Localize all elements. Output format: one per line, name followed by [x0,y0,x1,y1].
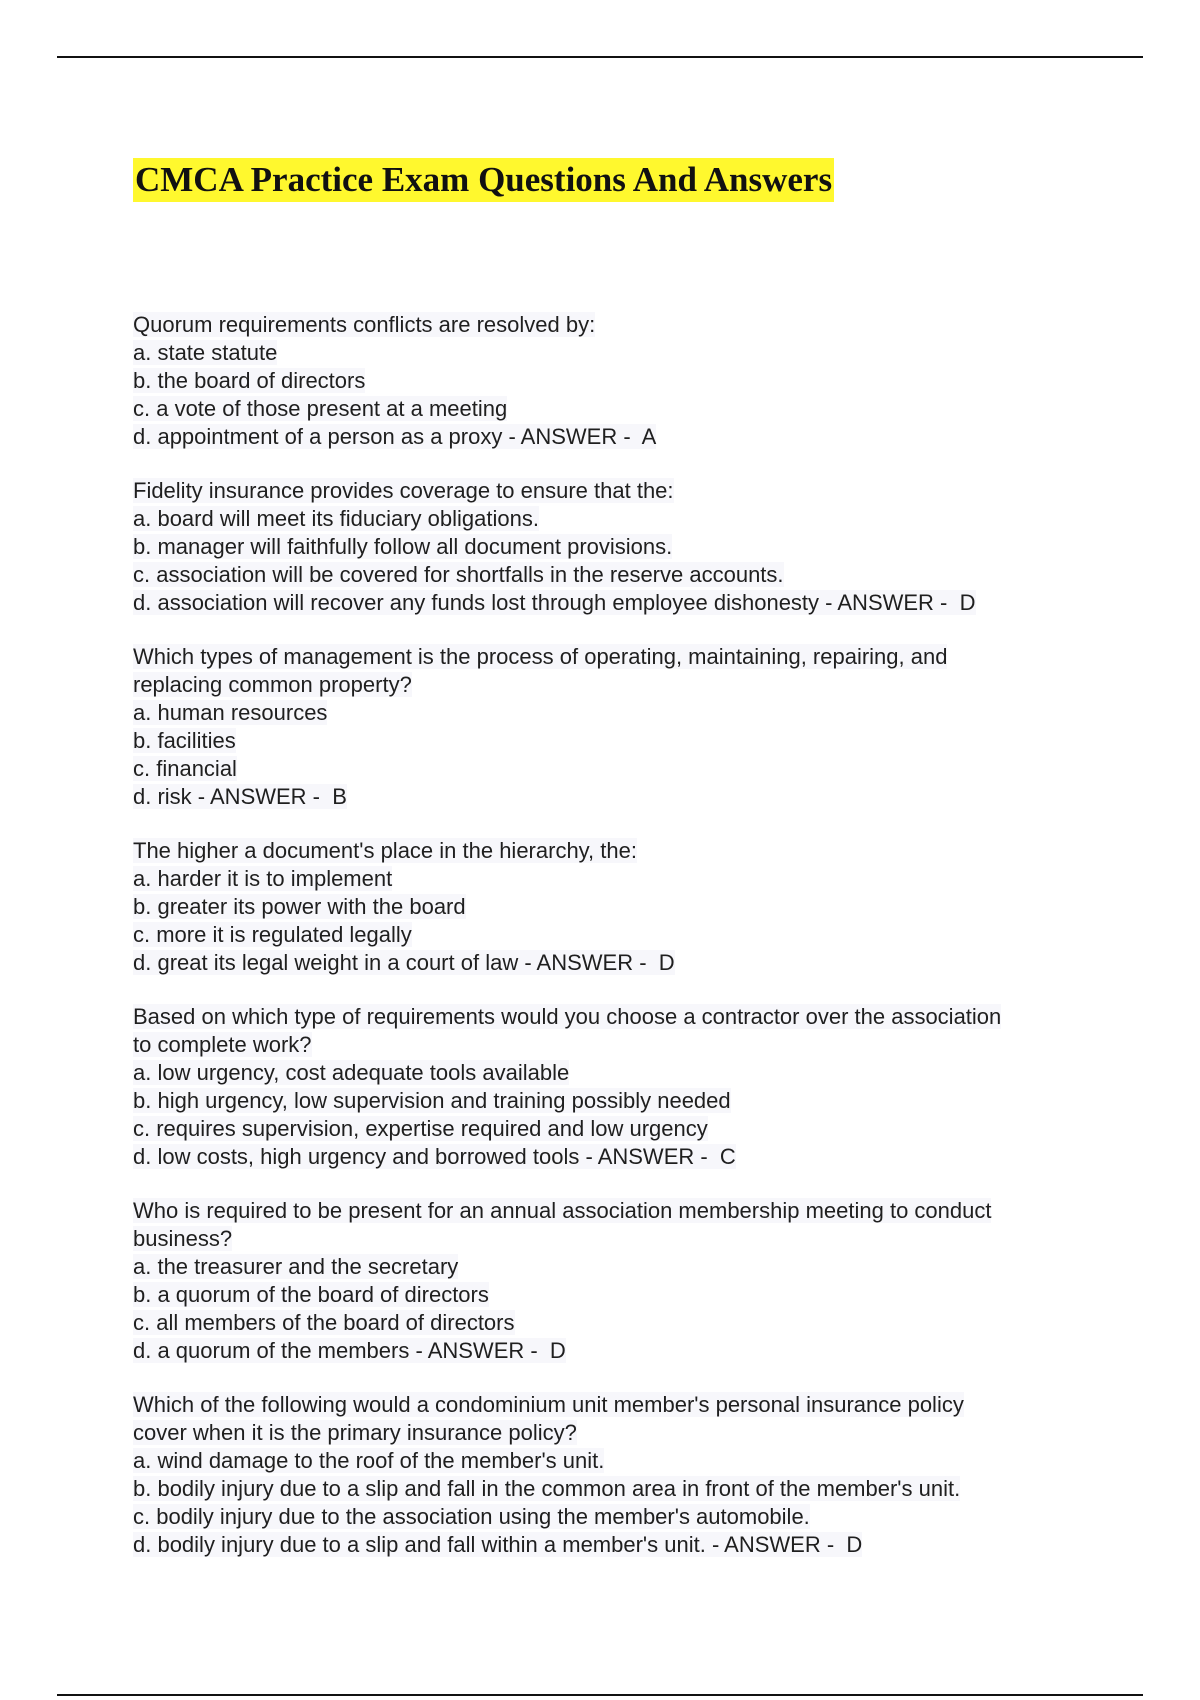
answer-option [133,699,1093,727]
question-text-content: The higher a document's place in the hierarchy, the: [133,838,637,863]
answer-option [133,1309,1093,1337]
answer-option [133,893,1093,921]
top-divider [57,56,1143,58]
answer-option [133,783,1093,811]
answer-option [133,921,1093,949]
question-text-content: Based on which type of requirements would you choose a contractor over the association [133,1004,1002,1029]
answer-option [133,1531,1093,1559]
answer-option-text: d. bodily injury due to a slip and fall within a member's unit. - ANSWER - D [133,1532,863,1557]
answer-option [133,367,1093,395]
answer-option-text: c. bodily injury due to the association using the member's automobile. [133,1504,810,1529]
answer-option [133,423,1093,451]
question-text [133,643,1093,671]
answer-option [133,1253,1093,1281]
answer-option-text: a. state statute [133,340,278,365]
question-text-content: Which types of management is the process of operating, maintaining, repairing, and [133,644,948,669]
answer-option [133,1115,1093,1143]
answer-option [133,949,1093,977]
answer-option-text: a. wind damage to the roof of the member's unit. [133,1448,605,1473]
question-block [133,1003,1093,1171]
question-block [133,1391,1093,1559]
question-text-content: Which of the following would a condominium unit member's personal insurance policy [133,1392,964,1417]
answer-option-text: d. low costs, high urgency and borrowed tools - ANSWER - C [133,1144,736,1169]
answer-option-text: d. association will recover any funds lost through employee dishonesty - ANSWER - D [133,590,976,615]
title-container [133,158,834,202]
answer-option-text: b. a quorum of the board of directors [133,1282,489,1307]
answer-option [133,589,1093,617]
answer-option-text: a. the treasurer and the secretary [133,1254,459,1279]
question-text [133,1003,1093,1031]
question-block [133,477,1093,617]
answer-option-text: b. the board of directors [133,368,366,393]
answer-option-text: b. facilities [133,728,236,753]
answer-option [133,865,1093,893]
answer-option-text: c. financial [133,756,237,781]
answer-option-text: b. high urgency, low supervision and training possibly needed [133,1088,731,1113]
question-text [133,477,1093,505]
answer-option [133,339,1093,367]
answer-option-text: b. greater its power with the board [133,894,466,919]
answer-option-text: to complete work? [133,1032,312,1057]
answer-option [133,1475,1093,1503]
answer-option [133,1337,1093,1365]
question-text-content: Quorum requirements conflicts are resolved by: [133,312,596,337]
answer-option-text: c. requires supervision, expertise required and low urgency [133,1116,708,1141]
answer-option-text: d. risk - ANSWER - B [133,784,347,809]
answer-option [133,395,1093,423]
answer-option-text: c. all members of the board of directors [133,1310,515,1335]
answer-option [133,533,1093,561]
answer-option-text: c. more it is regulated legally [133,922,412,947]
answer-option-text: a. low urgency, cost adequate tools available [133,1060,570,1085]
answer-option-text: c. a vote of those present at a meeting [133,396,508,421]
question-text-content: Who is required to be present for an annual association membership meeting to conduct [133,1198,992,1223]
answer-option [133,1447,1093,1475]
answer-option-text: d. a quorum of the members - ANSWER - D [133,1338,566,1363]
question-list [133,311,1093,1585]
answer-option-text: cover when it is the primary insurance policy? [133,1420,577,1445]
bottom-divider [57,1694,1143,1696]
answer-option [133,1503,1093,1531]
question-text [133,837,1093,865]
answer-option-text: a. harder it is to implement [133,866,393,891]
answer-option-text: d. great its legal weight in a court of law - ANSWER - D [133,950,675,975]
question-block [133,311,1093,451]
question-block [133,643,1093,811]
answer-option [133,505,1093,533]
answer-option-text: b. manager will faithfully follow all document provisions. [133,534,673,559]
answer-option [133,1087,1093,1115]
question-text [133,311,1093,339]
answer-option [133,561,1093,589]
answer-option [133,1059,1093,1087]
answer-option-text: business? [133,1226,233,1251]
answer-option-text: c. association will be covered for shortfalls in the reserve accounts. [133,562,784,587]
question-text-content: Fidelity insurance provides coverage to ensure that the: [133,478,674,503]
answer-option-text: a. board will meet its fiduciary obligations. [133,506,539,531]
answer-option-text: d. appointment of a person as a proxy - ANSWER - A [133,424,657,449]
question-text [133,1391,1093,1419]
question-text [133,1197,1093,1225]
question-block [133,837,1093,977]
answer-option [133,1143,1093,1171]
question-block [133,1197,1093,1365]
answer-option [133,671,1093,699]
answer-option [133,727,1093,755]
answer-option-text: a. human resources [133,700,328,725]
answer-option [133,1031,1093,1059]
answer-option [133,1225,1093,1253]
answer-option-text: b. bodily injury due to a slip and fall in the common area in front of the member's unit. [133,1476,961,1501]
answer-option [133,1281,1093,1309]
document-title: CMCA Practice Exam Questions And Answers [133,158,834,202]
answer-option [133,755,1093,783]
answer-option-text: replacing common property? [133,672,412,697]
answer-option [133,1419,1093,1447]
